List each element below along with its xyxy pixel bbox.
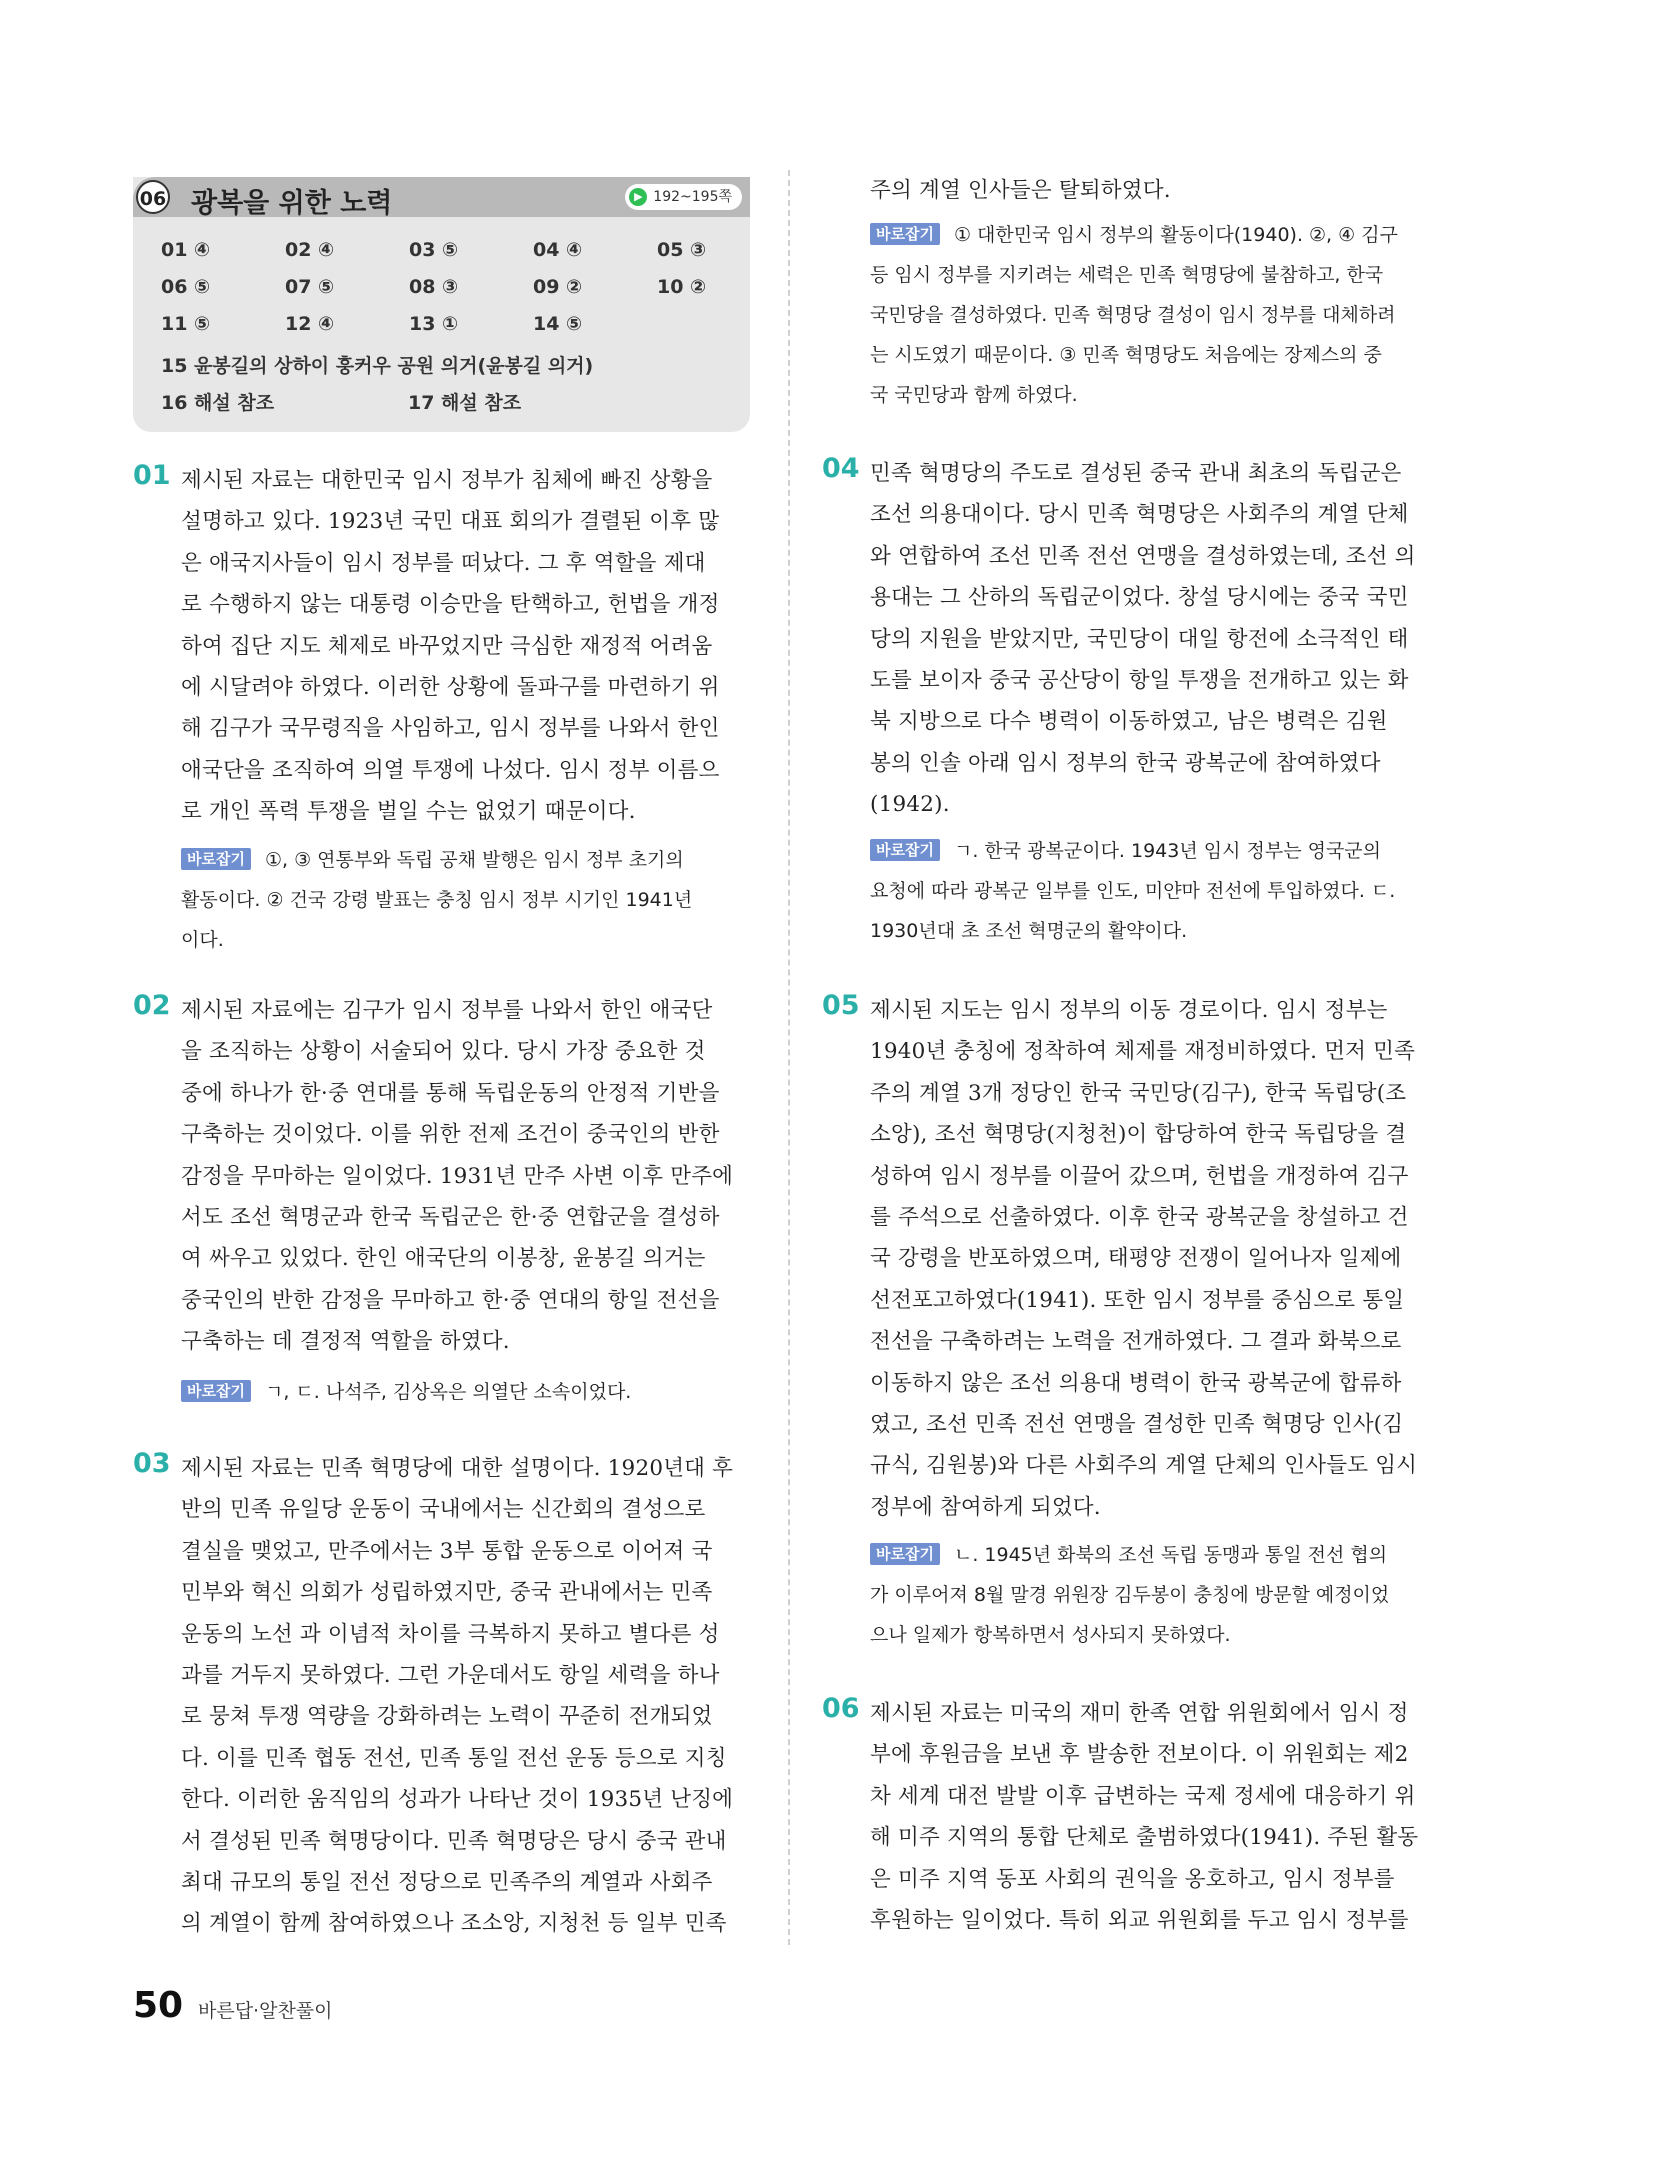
text-line: 정부에 참여하게 되었다. xyxy=(870,1494,1101,1520)
correction-line xyxy=(181,840,753,880)
text-line: 반의 민족 유일당 운동이 국내에서는 신간회의 결성으로 xyxy=(181,1497,706,1523)
continued-text: 주의 계열 인사들은 탈퇴하였다. xyxy=(870,178,1171,203)
answer-summary-box xyxy=(133,177,750,432)
answer-item: 12 ④ xyxy=(285,313,335,335)
text-line: 서도 조선 혁명군과 한국 독립군은 한·중 연합군을 결성하 xyxy=(181,1205,720,1231)
text-line: 성하여 임시 정부를 이끌어 갔으며, 헌법을 개정하여 김구 xyxy=(870,1163,1409,1189)
correction-text: 국 국민당과 함께 하였다. xyxy=(870,384,1078,406)
text-line: 운동의 노선 과 이념적 차이를 극복하지 못하고 별다른 성 xyxy=(181,1621,720,1647)
column-divider xyxy=(788,170,790,1945)
correction-line xyxy=(870,1575,1445,1615)
text-line: 후원하는 일이었다. 특히 외교 위원회를 두고 임시 정부를 xyxy=(870,1908,1409,1934)
text-line: 은 애국지사들이 임시 정부를 떠났다. 그 후 역할을 제대 xyxy=(181,550,706,576)
answer-item: 09 ② xyxy=(533,276,583,298)
answer-item: 01 ④ xyxy=(161,239,211,261)
text-line: 전선을 구축하려는 노력을 전개하였다. 그 결과 화북으로 xyxy=(870,1329,1402,1355)
correction-note xyxy=(870,215,1445,415)
text-line: 국 강령을 반포하였으며, 태평양 전쟁이 일어나자 일제에 xyxy=(870,1246,1402,1272)
correction-line xyxy=(870,255,1445,295)
correction-text: 는 시도였기 때문이다. ③ 민족 혁명당도 처음에는 장제스의 중 xyxy=(870,344,1382,366)
question-number: 06 xyxy=(822,1693,860,1724)
answer-15: 15 윤봉길의 상하이 훙커우 공원 의거(윤봉길 의거) xyxy=(161,355,594,377)
answer-item: 13 ① xyxy=(409,313,459,335)
text-line: 한다. 이러한 움직임의 성과가 나타난 것이 1935년 난징에 xyxy=(181,1787,734,1813)
text-line: (1942). xyxy=(870,792,950,818)
page-reference xyxy=(625,184,742,210)
correction-text: 이다. xyxy=(181,929,224,951)
correction-badge: 바로잡기 xyxy=(870,1543,940,1565)
answer-item: 08 ③ xyxy=(409,276,459,298)
explanation-text xyxy=(870,1693,1445,1941)
text-line: 봉의 인솔 아래 임시 정부의 한국 광복군에 참여하였다 xyxy=(870,750,1381,776)
text-line: 설명하고 있다. 1923년 국민 대표 회의가 결렬된 이후 많 xyxy=(181,509,720,535)
text-line: 제시된 자료에는 김구가 임시 정부를 나와서 한인 애국단 xyxy=(181,998,713,1023)
go-icon: ▶ xyxy=(629,188,647,206)
text-line: 은 미주 지역 동포 사회의 권익을 옹호하고, 임시 정부를 xyxy=(870,1866,1395,1892)
text-line: 제시된 지도는 임시 정부의 이동 경로이다. 임시 정부는 xyxy=(870,998,1388,1023)
correction-text: 등 임시 정부를 지키려는 세력은 민족 혁명당에 불참하고, 한국 xyxy=(870,264,1384,286)
correction-text: 1930년대 초 조선 혁명군의 활약이다. xyxy=(870,920,1188,942)
question-number: 04 xyxy=(822,453,860,484)
question-number: 01 xyxy=(133,460,171,491)
question-number: 03 xyxy=(133,1448,171,1479)
text-line: 로 수행하지 않는 대통령 이승만을 탄핵하고, 헌법을 개정 xyxy=(181,592,720,618)
question-number: 02 xyxy=(133,990,171,1021)
text-line: 최대 규모의 통일 전선 정당으로 민족주의 계열과 사회주 xyxy=(181,1870,713,1896)
correction-line xyxy=(870,1615,1445,1655)
correction-line xyxy=(870,375,1445,415)
correction-line xyxy=(870,1535,1445,1575)
question-number: 05 xyxy=(822,990,860,1021)
answer-item: 06 ⑤ xyxy=(161,276,211,298)
correction-text: 활동이다. ② 건국 강령 발표는 충칭 임시 정부 시기인 1941년 xyxy=(181,889,693,911)
correction-badge: 바로잡기 xyxy=(181,848,251,870)
correction-text: 가 이루어져 8월 말경 위원장 김두봉이 충칭에 방문할 예정이었 xyxy=(870,1584,1390,1606)
correction-note xyxy=(870,831,1445,951)
text-line: 에 시달려야 하였다. 이러한 상황에 돌파구를 마련하기 위 xyxy=(181,675,720,701)
correction-line xyxy=(181,920,753,960)
explanation-text xyxy=(181,990,753,1363)
explanation-text xyxy=(870,453,1445,826)
correction-badge: 바로잡기 xyxy=(870,223,940,245)
answer-item: 14 ⑤ xyxy=(533,313,583,335)
text-line: 도를 보이자 중국 공산당이 항일 투쟁을 전개하고 있는 화 xyxy=(870,668,1409,694)
correction-line xyxy=(870,831,1445,871)
correction-line xyxy=(870,335,1445,375)
page-number: 50 xyxy=(133,1985,184,2026)
page-label: 바른답·알찬풀이 xyxy=(198,2000,333,2022)
correction-line xyxy=(870,911,1445,951)
text-line: 제시된 자료는 민족 혁명당에 대한 설명이다. 1920년대 후 xyxy=(181,1456,734,1481)
answer-item: 11 ⑤ xyxy=(161,313,211,335)
unit-number: 06 xyxy=(136,180,170,214)
correction-text: ①, ③ 연통부와 독립 공채 발행은 임시 정부 초기의 xyxy=(264,849,684,871)
text-line: 1940년 충칭에 정착하여 체제를 재정비하였다. 먼저 민족 xyxy=(870,1039,1416,1065)
text-line: 해 김구가 국무령직을 사임하고, 임시 정부를 나와서 한인 xyxy=(181,716,720,742)
explanation-text xyxy=(870,990,1445,1528)
text-line: 조선 의용대이다. 당시 민족 혁명당은 사회주의 계열 단체 xyxy=(870,502,1409,528)
text-line: 로 개인 폭력 투쟁을 벌일 수는 없었기 때문이다. xyxy=(181,799,636,825)
correction-badge: 바로잡기 xyxy=(870,839,940,861)
correction-line xyxy=(181,880,753,920)
text-line: 차 세계 대전 발발 이후 급변하는 국제 정세에 대응하기 위 xyxy=(870,1783,1416,1809)
answer-16: 16 해설 참조 xyxy=(161,392,275,414)
correction-text: ㄱ. 한국 광복군이다. 1943년 임시 정부는 영국군의 xyxy=(953,840,1382,862)
answer-item: 04 ④ xyxy=(533,239,583,261)
correction-text: 으나 일제가 항복하면서 성사되지 못하였다. xyxy=(870,1624,1231,1646)
text-line: 중국인의 반한 감정을 무마하고 한·중 연대의 항일 전선을 xyxy=(181,1287,720,1313)
text-line: 당의 지원을 받았지만, 국민당이 대일 항전에 소극적인 태 xyxy=(870,626,1409,652)
explanation-text xyxy=(181,1448,753,1945)
answer-item: 05 ③ xyxy=(657,239,707,261)
correction-note xyxy=(870,1535,1445,1655)
text-line: 민족 혁명당의 주도로 결성된 중국 관내 최초의 독립군은 xyxy=(870,461,1402,486)
correction-text: ㄱ, ㄷ. 나석주, 김상옥은 의열단 소속이었다. xyxy=(264,1381,632,1403)
answer-17: 17 해설 참조 xyxy=(408,392,522,414)
text-line: 여 싸우고 있었다. 한인 애국단의 이봉창, 윤봉길 의거는 xyxy=(181,1246,706,1272)
text-line: 였고, 조선 민족 전선 연맹을 결성한 민족 혁명당 인사(김 xyxy=(870,1412,1404,1438)
text-line: 와 연합하여 조선 민족 전선 연맹을 결성하였는데, 조선 의 xyxy=(870,543,1416,569)
correction-line xyxy=(870,215,1445,255)
text-line: 이동하지 않은 조선 의용대 병력이 한국 광복군에 합류하 xyxy=(870,1370,1402,1396)
text-line: 민부와 혁신 의회가 성립하였지만, 중국 관내에서는 민족 xyxy=(181,1580,713,1606)
text-line: 용대는 그 산하의 독립군이었다. 창설 당시에는 중국 국민 xyxy=(870,585,1409,611)
page-range: 192~195쪽 xyxy=(653,189,732,205)
correction-text: ㄴ. 1945년 화북의 조선 독립 동맹과 통일 전선 협의 xyxy=(953,1544,1388,1566)
answer-item: 10 ② xyxy=(657,276,707,298)
correction-note xyxy=(181,840,753,960)
text-line: 제시된 자료는 미국의 재미 한족 연합 위원회에서 임시 정 xyxy=(870,1701,1409,1726)
answer-item: 07 ⑤ xyxy=(285,276,335,298)
text-line: 주의 계열 3개 정당인 한국 국민당(김구), 한국 독립당(조 xyxy=(870,1080,1407,1106)
text-line: 해 미주 지역의 통합 단체로 출범하였다(1941). 주된 활동 xyxy=(870,1825,1419,1851)
text-line: 을 조직하는 상황이 서술되어 있다. 당시 가장 중요한 것 xyxy=(181,1039,706,1065)
text-line: 애국단을 조직하여 의열 투쟁에 나섰다. 임시 정부 이름으 xyxy=(181,757,720,783)
explanation-text xyxy=(181,460,753,833)
text-line: 를 주석으로 선출하였다. 이후 한국 광복군을 창설하고 건 xyxy=(870,1205,1409,1231)
correction-line xyxy=(870,295,1445,335)
correction-line xyxy=(181,1372,753,1412)
text-line: 의 계열이 함께 참여하였으나 조소앙, 지청천 등 일부 민족 xyxy=(181,1911,727,1937)
text-line: 로 뭉쳐 투쟁 역량을 강화하려는 노력이 꾸준히 전개되었 xyxy=(181,1704,713,1730)
unit-title: 광복을 위한 노력 xyxy=(191,188,393,219)
correction-badge: 바로잡기 xyxy=(181,1380,251,1402)
text-line: 구축하는 것이었다. 이를 위한 전제 조건이 중국인의 반한 xyxy=(181,1122,720,1148)
text-line: 서 결성된 민족 혁명당이다. 민족 혁명당은 당시 중국 관내 xyxy=(181,1828,727,1854)
text-line: 제시된 자료는 대한민국 임시 정부가 침체에 빠진 상황을 xyxy=(181,468,713,493)
correction-text: 요청에 따라 광복군 일부를 인도, 미얀마 전선에 투입하였다. ㄷ. xyxy=(870,880,1396,902)
text-line: 북 지방으로 다수 병력이 이동하였고, 남은 병력은 김원 xyxy=(870,709,1388,735)
text-line: 과를 거두지 못하였다. 그런 가운데서도 항일 세력을 하나 xyxy=(181,1663,720,1689)
answer-item: 02 ④ xyxy=(285,239,335,261)
text-line: 중에 하나가 한·중 연대를 통해 독립운동의 안정적 기반을 xyxy=(181,1080,720,1106)
correction-text: ① 대한민국 임시 정부의 활동이다(1940). ②, ④ 김구 xyxy=(953,224,1398,246)
text-line: 소앙), 조선 혁명당(지청천)이 합당하여 한국 독립당을 결 xyxy=(870,1122,1407,1148)
correction-note xyxy=(181,1372,753,1412)
correction-text: 국민당을 결성하였다. 민족 혁명당 결성이 임시 정부를 대체하려 xyxy=(870,304,1396,326)
text-line: 규식, 김원봉)와 다른 사회주의 계열 단체의 인사들도 임시 xyxy=(870,1453,1418,1479)
answer-item: 03 ⑤ xyxy=(409,239,459,261)
text-line: 감정을 무마하는 일이었다. 1931년 만주 사변 이후 만주에 xyxy=(181,1163,734,1189)
text-line: 결실을 맺었고, 만주에서는 3부 통합 운동으로 이어져 국 xyxy=(181,1538,713,1564)
text-line: 선전포고하였다(1941). 또한 임시 정부를 중심으로 통일 xyxy=(870,1287,1405,1313)
text-line: 부에 후원금을 보낸 후 발송한 전보이다. 이 위원회는 제2 xyxy=(870,1742,1409,1768)
answer-box-header xyxy=(133,177,750,217)
correction-line xyxy=(870,871,1445,911)
text-line: 하여 집단 지도 체제로 바꾸었지만 극심한 재정적 어려움 xyxy=(181,633,713,659)
text-line: 다. 이를 민족 협동 전선, 민족 통일 전선 운동 등으로 지칭 xyxy=(181,1745,727,1771)
text-line: 구축하는 데 결정적 역할을 하였다. xyxy=(181,1329,510,1355)
